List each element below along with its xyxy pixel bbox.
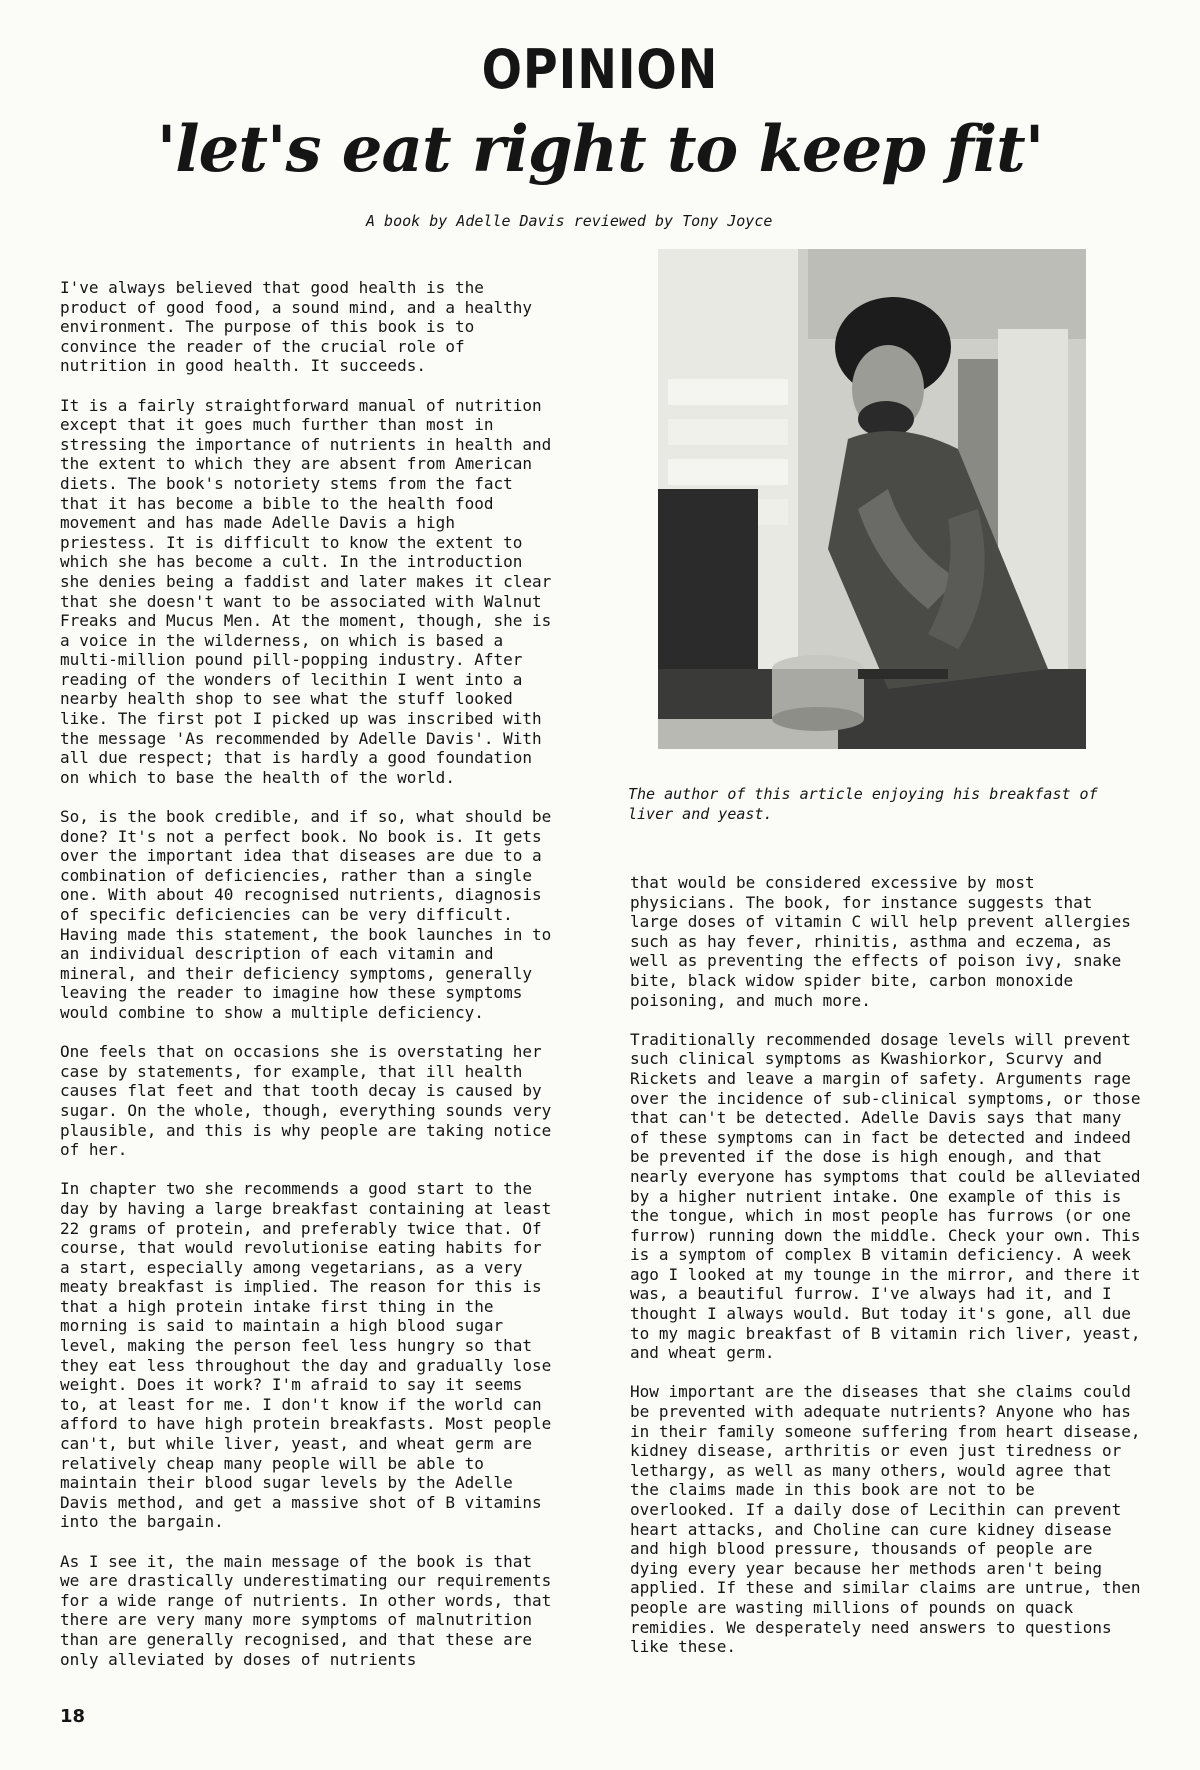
paragraph: How important are the diseases that she claims could be prevented with adequate nutrients? Anyone who has in their family someone suffering from heart disease, kidney disease, arthritis or even just tiredness or lethargy, as well as many others, would agree that the claims made in this book are not to be overlooked. If a daily dose of Lecithin can prevent heart attacks, and Choline can cure kidney disease and high blood pressure, thousands of people are dying every year because her methods aren't being applied. If these and similar claims are untrue, then people are wasting millions of pounds on quack remidies. We desperately need answers to questions like these. <box>630 1382 1141 1657</box>
paragraph: One feels that on occasions she is overstating her case by statements, for example, that ill health causes flat feet and that tooth decay is caused by sugar. On the whole, though, everything sounds very plausible, and this is why people are taking notice of her. <box>60 1042 552 1160</box>
paragraph: So, is the book credible, and if so, what should be done? It's not a perfect book. No book is. It gets over the important idea that diseases are due to a combination of deficiencies, rather than a single one. With about 40 recognised nutrients, diagnosis of specific deficiencies can be very difficult. Having made this statement, the book launches in to an individual description of each vitamin and mineral, and their deficiency symptoms, generally leaving the reader to imagine how these symptoms would combine to show a multiple deficiency. <box>60 807 552 1022</box>
article-column-left <box>60 278 560 1689</box>
paragraph: Traditionally recommended dosage levels will prevent such clinical symptoms as Kwashiorkor, Scurvy and Rickets and leave a margin of safety. Arguments rage over the incidence of sub-clinical symptoms, or those that can't be detected. Adelle Davis says that many of these symptoms can in fact be detected and indeed be prevented if the dose is high enough, and that nearly everyone has symptoms that could be alleviated by a higher nutrient intake. One example of this is the tongue, which in most people has furrows (or one furrow) running down the middle. Check your own. This is a symptom of complex B vitamin deficiency. A week ago I looked at my tounge in the mirror, and there it was, a beautiful furrow. I've always had it, and I thought I always would. But today it's gone, all due to my magic breakfast of B vitamin rich liver, yeast, and wheat germ. <box>630 1029 1141 1363</box>
article-headline: 'let's eat right to keep fit' <box>156 112 1044 187</box>
paragraph: It is a fairly straightforward manual of nutrition except that it goes much further than most in stressing the importance of nutrients in health and the extent to which they are absent from American diets. The book's notoriety stems from the fact that it has become a bible to the health food movement and has made Adelle Davis a high priestess. It is difficult to know the extent to which she has become a cult. In the introduction she denies being a faddist and later makes it clear that she doesn't want to be associated with Walnut Freaks and Mucus Men. At the moment, though, she is a voice in the wilderness, on which is based a multi-million pound pill-popping industry. After reading of the wonders of lecithin I went into a nearby health shop to see what the stuff looked like. The first pot I picked up was inscribed with the message 'As recommended by Adelle Davis'. With all due respect; that is hardly a good foundation on which to base the health of the world. <box>60 395 552 787</box>
paragraph: In chapter two she recommends a good start to the day by having a large breakfast containing at least 22 grams of protein, and preferably twice that. Of course, that would revolutionise eating habits for a start, especially among vegetarians, as a very meaty breakfast is implied. The reason for this is that a high protein intake first thing in the morning is said to maintain a high blood sugar level, making the person feel less hungry so that they eat less throughout the day and gradually lose weight. Does it work? I'm afraid to say it seems to, at least for me. I don't know if the world can afford to have high protein breakfasts. Most people can't, but while liver, yeast, and wheat germ are relatively cheap many people will be able to maintain their blood sugar levels by the Adelle Davis method, and get a massive shot of B vitamins into the bargain. <box>60 1179 552 1532</box>
byline: A book by Adelle Davis reviewed by Tony Joyce <box>366 212 773 230</box>
person-cooking-photo <box>658 249 1086 749</box>
photo-caption: The author of this article enjoying his breakfast of liver and yeast. <box>628 785 1098 823</box>
section-label: OPINION <box>481 38 719 101</box>
paragraph: As I see it, the main message of the book is that we are drastically underestimating our requirements for a wide range of nutrients. In other words, that there are very many more symptoms of malnutrition than are generally recognised, and that these are only alleviated by doses of nutrients <box>60 1551 552 1669</box>
page-number: 18 <box>60 1706 86 1727</box>
article-column-right <box>630 873 1150 1657</box>
paragraph: that would be considered excessive by most physicians. The book, for instance suggests that large doses of vitamin C will help prevent allergies such as hay fever, rhinitis, asthma and eczema, as well as preventing the effects of poison ivy, snake bite, black widow spider bite, carbon monoxide poisoning, and much more. <box>630 873 1131 1010</box>
paragraph: I've always believed that good health is the product of good food, a sound mind, and a healthy environment. The purpose of this book is to convince the reader of the crucial role of nutrition in good health. It succeeds. <box>60 278 533 376</box>
